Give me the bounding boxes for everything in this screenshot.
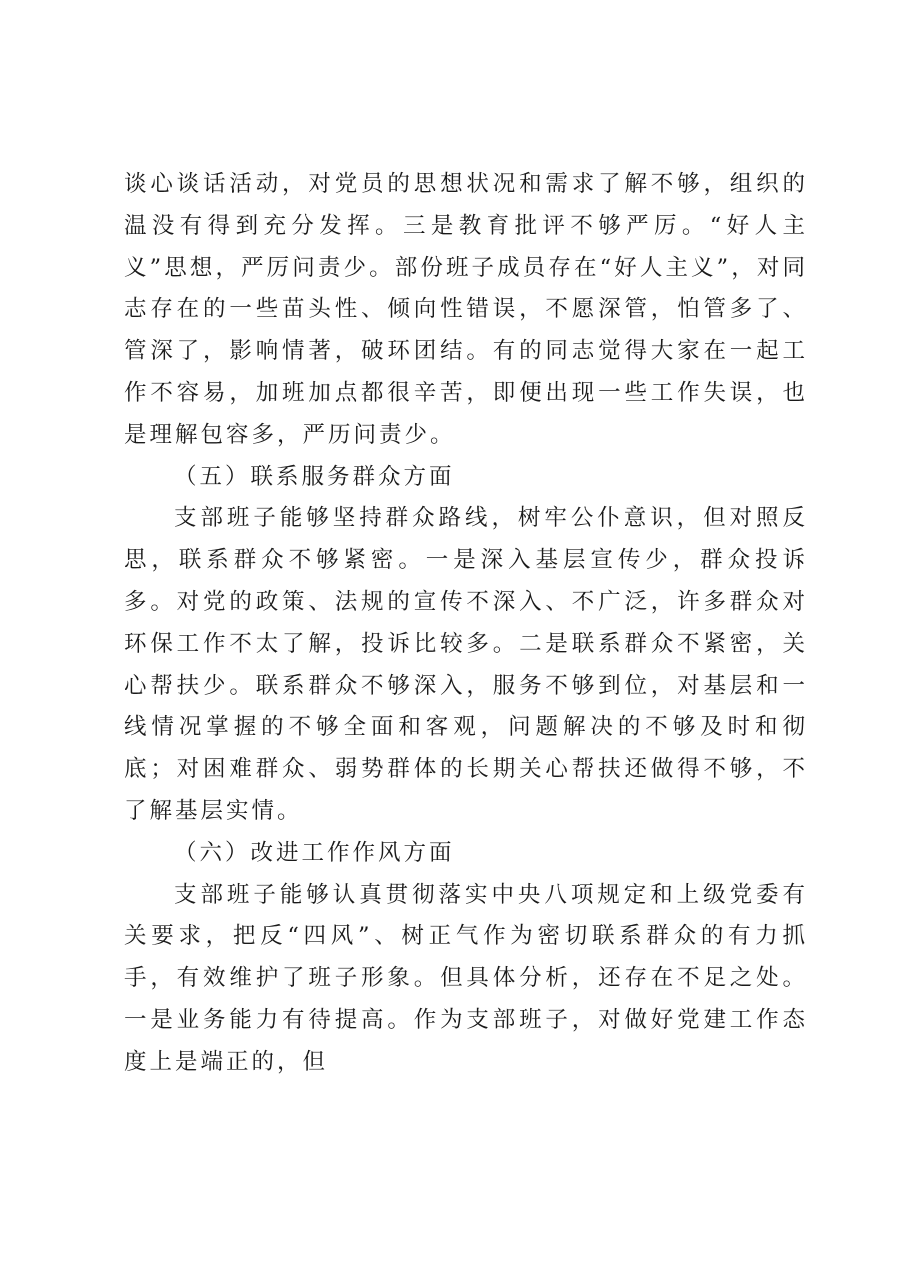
body-paragraph-work-style: 支部班子能够认真贯彻落实中央八项规定和上级党委有关要求，把反“四风”、树正气作为密切联系群众的有力抓手，有效维护了班子形象。但具体分析，还存在不足之处。一是业务能力有待提高。作为支部班子，对做好党建工作态度上是端正的，但 <box>124 881 808 1075</box>
section-heading-five: （五）联系服务群众方面 <box>174 463 455 490</box>
body-paragraph-continued: 谈心谈话活动，对党员的思想状况和需求了解不够，组织的温没有得到充分发挥。三是教育批评不够严厉。“好人主义”思想，严厉问责少。部份班子成员存在“好人主义”，对同志存在的一些苗头性、倾向性错误，不愿深管，怕管多了、管深了，影响情著，破环团结。有的同志觉得大家在一起工作不容易，加班加点都很辛苦，即便出现一些工作失误，也是理解包容多，严历问责少。 <box>124 171 808 448</box>
body-paragraph-contact-masses: 支部班子能够坚持群众路线，树牢公仆意识，但对照反思，联系群众不够紧密。一是深入基层宣传少，群众投诉多。对党的政策、法规的宣传不深入、不广泛，许多群众对环保工作不太了解，投诉比较多。二是联系群众不紧密，关心帮扶少。联系群众不够深入，服务不够到位，对基层和一线情况掌握的不够全面和客观，问题解决的不够及时和彻底；对困难群众、弱势群体的长期关心帮扶还做得不够，不了解基层实情。 <box>124 505 808 824</box>
section-heading-six: （六）改进工作作风方面 <box>174 839 455 866</box>
document-body <box>124 164 808 1084</box>
